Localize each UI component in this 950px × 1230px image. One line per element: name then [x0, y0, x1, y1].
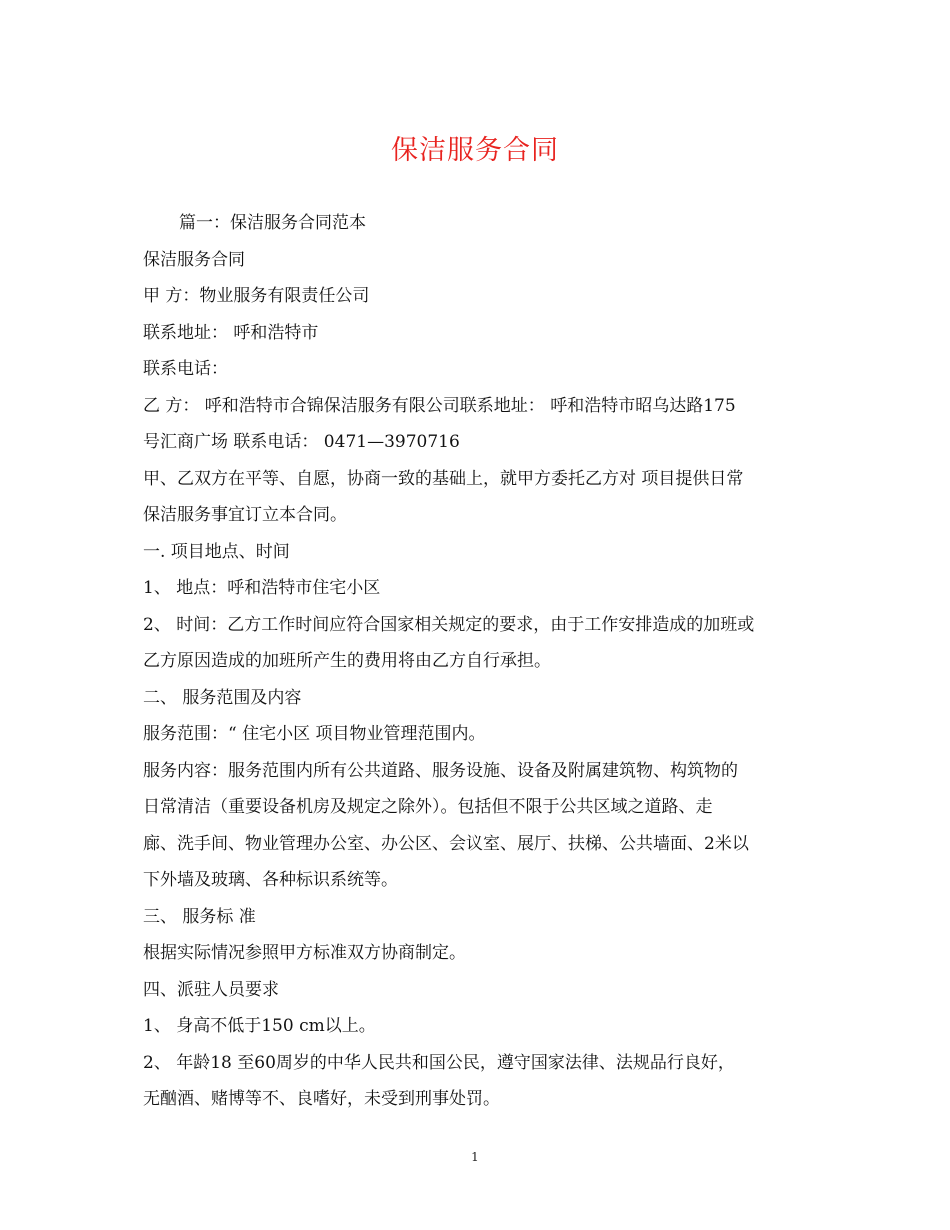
paragraph-line: 1、 身高不低于150 cm以上。 — [143, 1016, 376, 1036]
paragraph-line: 乙 方： 呼和浩特市合锦保洁服务有限公司联系地址： 呼和浩特市昭乌达路175 — [143, 395, 736, 416]
paragraph-line: 保洁服务合同 — [143, 249, 245, 270]
paragraph-line: 服务内容：服务范围内所有公共道路、服务设施、设备及附属建筑物、构筑物的 — [143, 760, 738, 781]
document-title: 保洁服务合同 — [391, 135, 559, 166]
paragraph-line: 2、 时间：乙方工作时间应符合国家相关规定的要求，由于工作安排造成的加班或 — [143, 614, 755, 635]
paragraph-line: 号汇商广场 联系电话： 0471—3970716 — [143, 432, 460, 452]
section-heading-line: 三、 服务标 准 — [143, 906, 256, 927]
paragraph-line: 根据实际情况参照甲方标准双方协商制定。 — [143, 943, 466, 963]
paragraph-line: 甲 方：物业服务有限责任公司 — [143, 286, 370, 306]
section-heading-line: 四、派驻人员要求 — [143, 979, 279, 1000]
paragraph-line: 无酗酒、赌博等不、良嗜好，未受到刑事处罚。 — [143, 1089, 500, 1109]
document-body — [143, 205, 813, 1118]
paragraph-line: 联系地址： 呼和浩特市 — [143, 322, 319, 343]
paragraph-line: 2、 年龄18 至60周岁的中华人民共和国公民，遵守国家法律、法规品行良好， — [143, 1052, 735, 1073]
section-heading-line: 二、 服务范围及内容 — [143, 687, 302, 708]
paragraph-line: 甲、乙双方在平等、自愿，协商一致的基础上，就甲方委托乙方对 项目提供日常 — [143, 468, 744, 489]
paragraph-line: 服务范围：“ 住宅小区 项目物业管理范围内。 — [143, 724, 486, 744]
paragraph-line: 联系电话： — [143, 359, 228, 379]
paragraph-line: 廊、洗手间、物业管理办公室、办公区、会议室、展厅、扶梯、公共墙面、2米以 — [143, 833, 749, 854]
page-number: 1 — [471, 1150, 479, 1164]
section-heading-line: 篇一：保洁服务合同范本 — [179, 213, 366, 233]
section-heading-line: 一. 项目地点、时间 — [143, 541, 290, 562]
paragraph-line: 1、 地点：呼和浩特市住宅小区 — [143, 578, 381, 598]
paragraph-line: 下外墙及玻璃、各种标识系统等。 — [143, 870, 398, 890]
paragraph-line: 乙方原因造成的加班所产生的费用将由乙方自行承担。 — [143, 651, 551, 671]
paragraph-line: 日常清洁（重要设备机房及规定之除外）。包括但不限于公共区域之道路、走 — [143, 797, 713, 817]
paragraph-line: 保洁服务事宜订立本合同。 — [143, 505, 347, 525]
